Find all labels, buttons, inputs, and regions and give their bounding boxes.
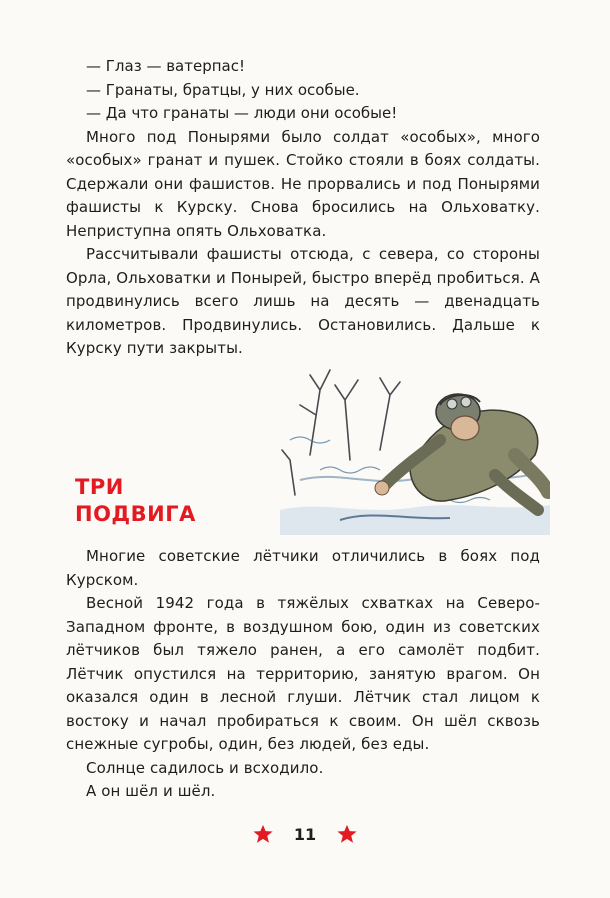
star-icon: [252, 823, 274, 845]
dialog-line: — Гранаты, братцы, у них особые.: [86, 80, 360, 99]
heading-line: ТРИ: [75, 475, 124, 499]
heading-line: ПОДВИГА: [75, 502, 196, 526]
dialog-line: — Да что гранаты — люди они особые!: [86, 104, 398, 122]
paragraph: Рассчитывали фашисты отсюда, с севера, со стороны Орла, Ольховатки и Понырей, быстро вперёд пробиться. А продвинулись всего лишь на десять — двенадцать километров. Продвинулись. Остановились. Дальше к Курску пути закрыты.: [66, 245, 540, 357]
paragraph: Солнце садилось и всходило.: [86, 758, 324, 777]
page-footer: [0, 820, 610, 848]
paragraph: А он шёл и шёл.: [86, 782, 216, 800]
section-heading: [75, 474, 196, 528]
star-icon: [336, 823, 358, 845]
text-block-top: [66, 55, 540, 361]
paragraph: Весной 1942 года в тяжёлых схватках на Северо-Западном фронте, в воздушном бою, один из советских лётчиков был тяжело ранен, а его самолёт подбит. Лётчик опустился на территорию, занятую врагом. Он оказался один в лесной глуши. Лётчик стал лицом к востоку и начал пробираться к своим. Он шёл сквозь снежные сугробы, один, без людей, без еды.: [66, 594, 540, 753]
crawling-pilot-illustration: [280, 360, 550, 535]
paragraph: Многие советские лётчики отличились в боях под Курском.: [66, 547, 540, 589]
page-number: 11: [293, 824, 317, 844]
paragraph: Много под Понырями было солдат «особых», много «особых» гранат и пушек. Стойко стояли в боях солдаты. Сдержали они фашистов. Не прорвались и под Понырями фашисты к Курску. Снова бросились на Ольховатку. Неприступна опять Ольховатка.: [66, 127, 540, 240]
dialog-line: — Глаз — ватерпас!: [86, 57, 245, 75]
text-block-bottom: [66, 545, 540, 804]
